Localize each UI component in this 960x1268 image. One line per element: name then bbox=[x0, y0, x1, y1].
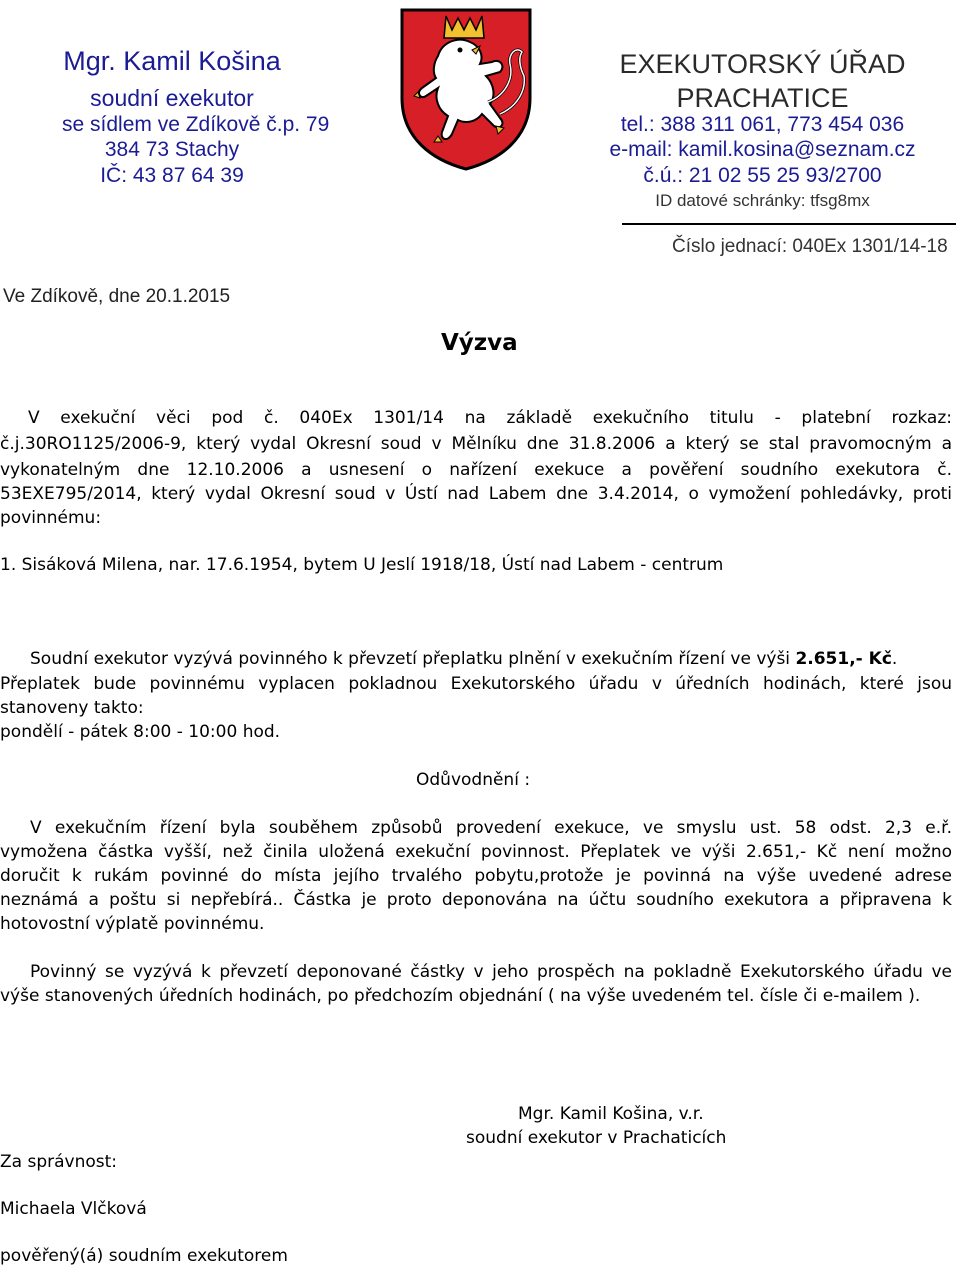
invite-line: Povinný se vyzývá k převzetí deponované částky v jeho prospěch na pokladně Exekutorského úřadu ve bbox=[30, 962, 952, 982]
executor-name: Mgr. Kamil Košina bbox=[63, 46, 281, 76]
debtor-line: 1. Sisáková Milena, nar. 17.6.1954, bytem U Jeslí 1918/18, Ústí nad Labem - centrum bbox=[0, 555, 724, 575]
justification-line: hotovostní výplatě povinnému. bbox=[0, 914, 265, 934]
signature-name: Mgr. Kamil Košina, v.r. bbox=[518, 1104, 704, 1124]
office-city: PRACHATICE bbox=[676, 83, 849, 113]
office-hours: pondělí - pátek 8:00 - 10:00 hod. bbox=[0, 722, 281, 742]
place-date: Ve Zdíkově, dne 20.1.2015 bbox=[3, 286, 231, 307]
coat-of-arms bbox=[396, 6, 536, 172]
czech-lion-icon bbox=[396, 6, 536, 172]
verification-name: Michaela Vlčková bbox=[0, 1199, 147, 1219]
verification-role: pověřený(á) soudním exekutorem bbox=[0, 1246, 288, 1266]
call-period: . bbox=[891, 649, 898, 669]
intro-line: V exekuční věci pod č. 040Ex 1301/14 na základě exekučního titulu - platební rozkaz: bbox=[28, 408, 952, 428]
justification-line: neznámá a poštu si nepřebírá.. Částka je proto deponována na účtu soudního exekutora a připravena k bbox=[0, 890, 952, 910]
call-line-2: Přeplatek bude povinnému vyplacen pokladnou Exekutorského úřadu v úředních hodinách, které jsou bbox=[0, 674, 952, 694]
invite-line: výše stanovených úředních hodinách, po předchozím objednání ( na výše uvedeném tel. čísle či e-mailem ). bbox=[0, 986, 921, 1006]
header-divider bbox=[622, 223, 956, 225]
call-line-1 bbox=[30, 647, 897, 671]
intro-line: vykonatelným dne 12.10.2006 a usnesení o nařízení exekuce a pověření soudního exekutora č. bbox=[0, 460, 952, 480]
reference-number: Číslo jednací: 040Ex 1301/14-18 bbox=[672, 236, 948, 257]
justification-title: Odůvodnění : bbox=[416, 770, 531, 790]
intro-line: povinnému: bbox=[0, 508, 102, 528]
intro-line: 53EXE795/2014, který vydal Okresní soud v Ústí nad Labem dne 3.4.2014, o vymožení pohledávky, proti bbox=[0, 484, 952, 504]
signature-title: soudní exekutor v Prachaticích bbox=[466, 1128, 727, 1148]
justification-line: vymožena částka vyšší, než činila uložená exekuční povinnost. Přeplatek ve výši 2.651,- Kč není možno bbox=[0, 842, 952, 862]
justification-line: V exekučním řízení byla souběhem způsobů provedení exekuce, ve smyslu ust. 58 odst. 2,3 e.ř. bbox=[30, 818, 952, 838]
executor-ic: IČ: 43 87 64 39 bbox=[100, 164, 244, 187]
executor-seat: se sídlem ve Zdíkově č.p. 79 bbox=[62, 113, 330, 136]
call-text: Soudní exekutor vyzývá povinného k převzetí přeplatku plnění v exekučním řízení ve výši bbox=[30, 649, 796, 669]
call-amount: 2.651,- Kč bbox=[795, 649, 892, 669]
call-line-3: stanoveny takto: bbox=[0, 698, 144, 718]
executor-role: soudní exekutor bbox=[90, 85, 254, 111]
verification-label: Za správnost: bbox=[0, 1152, 118, 1172]
office-databox: ID datové schránky: tfsg8mx bbox=[655, 191, 870, 210]
justification-line: doručit k rukám povinné do místa jejího trvalého pobytu,protože je povinná na výše uvedené adrese bbox=[0, 866, 952, 886]
executor-postal: 384 73 Stachy bbox=[104, 138, 240, 161]
office-account: č.ú.: 21 02 55 25 93/2700 bbox=[643, 164, 882, 187]
page-title: Výzva bbox=[441, 330, 518, 356]
office-email: e-mail: kamil.kosina@seznam.cz bbox=[609, 138, 916, 161]
office-tel: tel.: 388 311 061, 773 454 036 bbox=[620, 113, 905, 136]
office-name: EXEKUTORSKÝ ÚŘAD bbox=[619, 49, 906, 79]
intro-line: č.j.30RO1125/2006-9, který vydal Okresní soud v Mělníku dne 31.8.2006 a který se stal pravomocným a bbox=[0, 434, 952, 454]
